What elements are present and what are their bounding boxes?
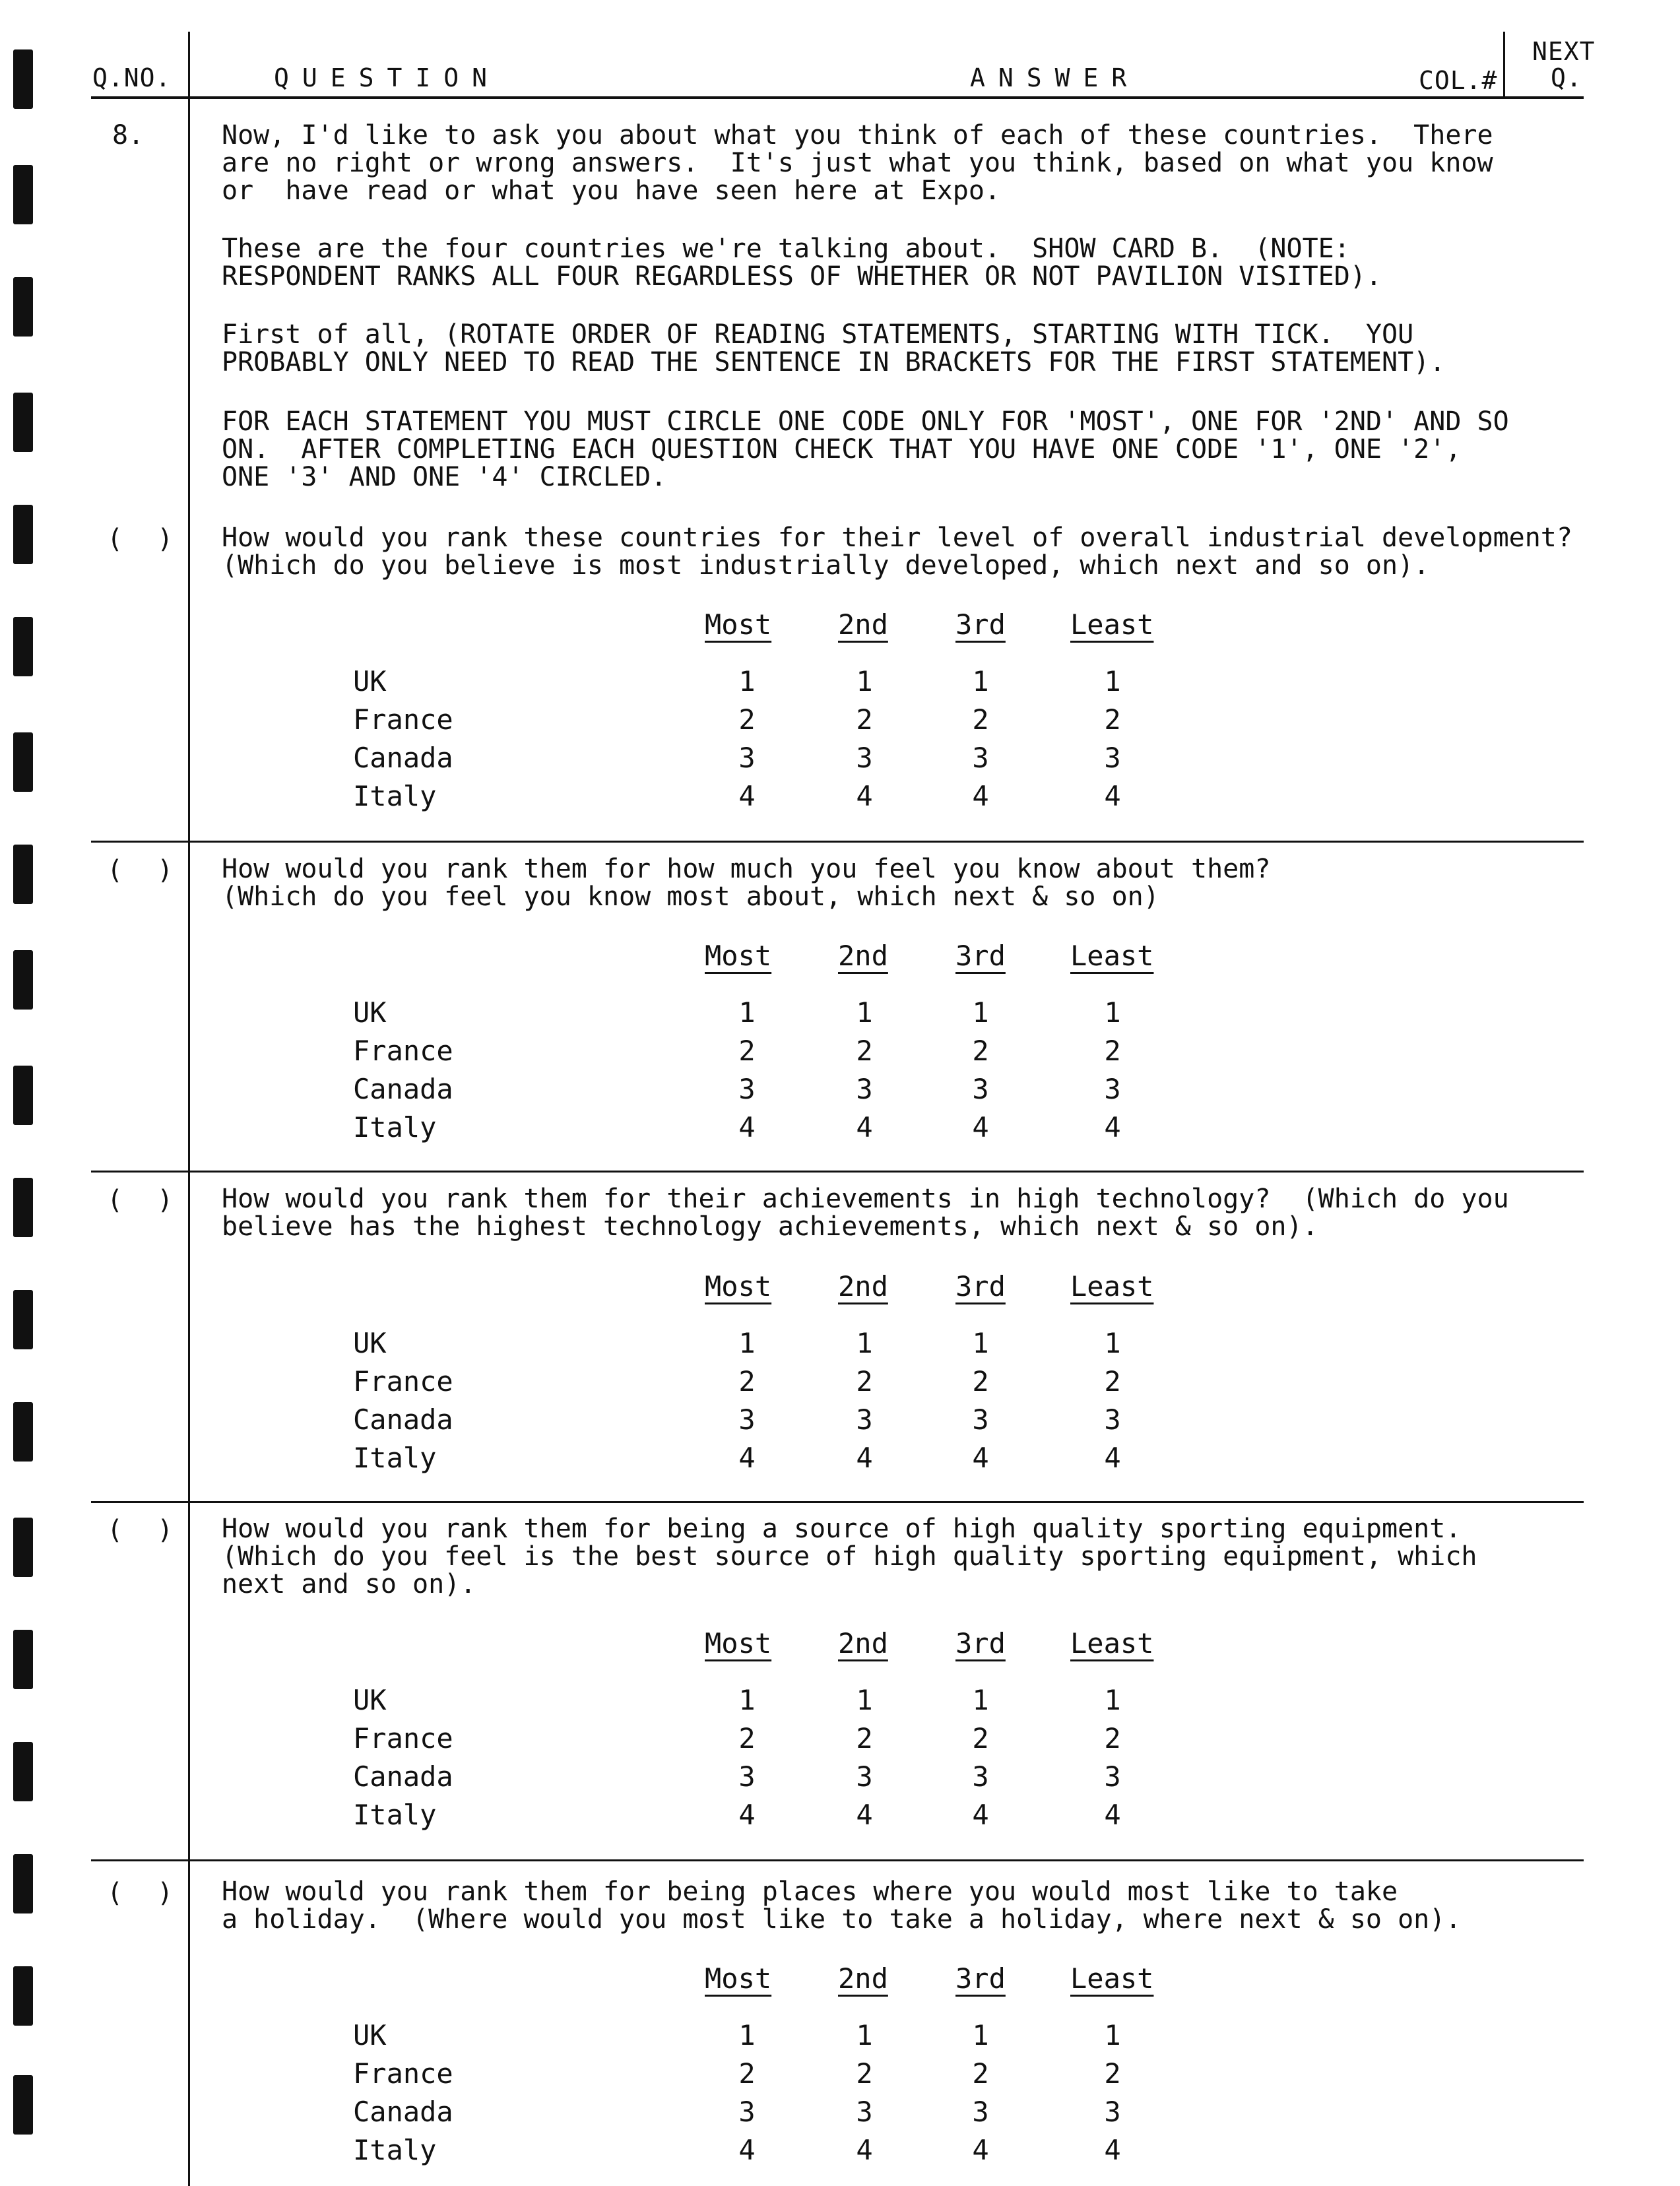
- section-divider: [91, 1171, 1584, 1173]
- answer-code[interactable]: 1: [738, 1327, 756, 1359]
- answer-code[interactable]: 2: [856, 1035, 873, 1067]
- rank-header-most: Most: [705, 940, 772, 972]
- country-label: France: [353, 703, 453, 736]
- answer-code[interactable]: 2: [856, 1365, 873, 1398]
- country-label: Canada: [353, 742, 453, 774]
- statement-text: How would you rank them for being places where you would most like to take a holiday. (Where would you most like to take a holiday, where next & so on).: [222, 1877, 1462, 1935]
- country-label: UK: [353, 1327, 387, 1359]
- answer-code[interactable]: 2: [972, 1035, 989, 1067]
- answer-code[interactable]: 2: [972, 1365, 989, 1398]
- answer-code[interactable]: 1: [738, 1684, 756, 1716]
- answer-code[interactable]: 3: [1104, 1760, 1121, 1793]
- answer-code[interactable]: 1: [1104, 665, 1121, 697]
- binding-mark: [13, 1066, 33, 1125]
- answer-code[interactable]: 2: [1104, 703, 1121, 736]
- country-label: Italy: [353, 1799, 437, 1831]
- answer-code[interactable]: 1: [738, 2019, 756, 2051]
- binding-mark: [13, 393, 33, 452]
- coding-instruction: FOR EACH STATEMENT YOU MUST CIRCLE ONE CODE ONLY FOR 'MOST', ONE FOR '2ND' AND SO ON. AFTER COMPLETING EACH QUESTION CHECK THAT YOU HAVE ONE CODE '1', ONE '2', ONE '3' AND ONE '4' CIRCLED.: [222, 406, 1509, 492]
- binding-mark: [13, 1518, 33, 1577]
- rank-header-most: Most: [705, 1962, 772, 1995]
- binding-mark: [13, 617, 33, 676]
- answer-code[interactable]: 3: [972, 1760, 989, 1793]
- qno-column-divider: [188, 32, 190, 2186]
- answer-code[interactable]: 2: [1104, 1035, 1121, 1067]
- country-label: UK: [353, 2019, 387, 2051]
- answer-code[interactable]: 3: [972, 2096, 989, 2128]
- statement-text: How would you rank them for being a source of high quality sporting equipment. (Which do you feel is the best source of high quality sporting equipment, which next and so on).: [222, 1514, 1477, 1599]
- rank-header-least: Least: [1070, 608, 1154, 641]
- answer-code[interactable]: 1: [856, 1684, 873, 1716]
- answer-code[interactable]: 4: [972, 1799, 989, 1831]
- column-header-answer: ANSWER: [970, 63, 1140, 92]
- answer-code[interactable]: 1: [856, 665, 873, 697]
- binding-mark: [13, 1402, 33, 1462]
- rank-header-most: Most: [705, 608, 772, 641]
- answer-code[interactable]: 1: [856, 996, 873, 1029]
- answer-code[interactable]: 4: [972, 2134, 989, 2166]
- answer-code[interactable]: 1: [972, 1684, 989, 1716]
- answer-code[interactable]: 2: [738, 703, 756, 736]
- header-rule: [91, 96, 1584, 99]
- rank-header-least: Least: [1070, 940, 1154, 972]
- rank-header-3rd: 3rd: [955, 1270, 1006, 1302]
- answer-code[interactable]: 3: [856, 2096, 873, 2128]
- country-label: Italy: [353, 1442, 437, 1474]
- rank-header-2nd: 2nd: [838, 1270, 888, 1302]
- binding-mark: [13, 2075, 33, 2135]
- answer-code[interactable]: 4: [1104, 1799, 1121, 1831]
- rotation-instruction: First of all, (ROTATE ORDER OF READING STATEMENTS, STARTING WITH TICK. YOU PROBABLY ONLY NEED TO READ THE SENTENCE IN BRACKETS FOR THE FIRST STATEMENT).: [222, 319, 1446, 377]
- rank-header-2nd: 2nd: [838, 608, 888, 641]
- answer-code[interactable]: 1: [972, 2019, 989, 2051]
- answer-code[interactable]: 2: [738, 1365, 756, 1398]
- country-label: UK: [353, 996, 387, 1029]
- answer-code[interactable]: 4: [738, 2134, 756, 2166]
- answer-code[interactable]: 2: [856, 703, 873, 736]
- rank-header-3rd: 3rd: [955, 608, 1006, 641]
- rank-header-least: Least: [1070, 1270, 1154, 1302]
- answer-code[interactable]: 3: [972, 742, 989, 774]
- country-label: Canada: [353, 1760, 453, 1793]
- answer-code[interactable]: 1: [856, 2019, 873, 2051]
- answer-code[interactable]: 3: [856, 742, 873, 774]
- answer-code[interactable]: 1: [1104, 1327, 1121, 1359]
- rank-header-least: Least: [1070, 1962, 1154, 1995]
- country-label: UK: [353, 1684, 387, 1716]
- answer-code[interactable]: 1: [738, 665, 756, 697]
- binding-mark: [13, 1742, 33, 1801]
- answer-code[interactable]: 1: [972, 996, 989, 1029]
- column-header-next-q: Q.: [1551, 63, 1582, 92]
- answer-code[interactable]: 1: [1104, 996, 1121, 1029]
- answer-code[interactable]: 3: [972, 1073, 989, 1105]
- column-header-question: QUESTION: [274, 63, 501, 92]
- rank-header-least: Least: [1070, 1627, 1154, 1659]
- section-divider: [91, 1501, 1584, 1503]
- answer-code[interactable]: 2: [738, 2057, 756, 2090]
- binding-mark: [13, 165, 33, 224]
- answer-code[interactable]: 4: [1104, 2134, 1121, 2166]
- country-label: Canada: [353, 1403, 453, 1436]
- card-instruction: These are the four countries we're talking about. SHOW CARD B. (NOTE: RESPONDENT RANKS ALL FOUR REGARDLESS OF WHETHER OR NOT PAVILION VISITED).: [222, 234, 1382, 292]
- next-column-divider: [1503, 32, 1505, 96]
- binding-mark: [13, 277, 33, 337]
- binding-mark: [13, 1178, 33, 1237]
- answer-code[interactable]: 1: [1104, 1684, 1121, 1716]
- column-header-col: COL.#: [1419, 66, 1498, 95]
- answer-code[interactable]: 3: [856, 1760, 873, 1793]
- answer-code[interactable]: 3: [856, 1073, 873, 1105]
- statement-text: How would you rank these countries for their level of overall industrial development? (Which do you believe is most industrially developed, which next and so on).: [222, 523, 1572, 581]
- statement-text: How would you rank them for their achievements in high technology? (Which do you believe has the highest technology achievements, which next & so on).: [222, 1184, 1509, 1242]
- answer-code[interactable]: 3: [738, 742, 756, 774]
- rank-header-2nd: 2nd: [838, 1962, 888, 1995]
- answer-code[interactable]: 1: [856, 1327, 873, 1359]
- answer-code[interactable]: 1: [972, 1327, 989, 1359]
- answer-code[interactable]: 3: [1104, 742, 1121, 774]
- country-label: France: [353, 1035, 453, 1067]
- answer-code[interactable]: 2: [972, 2057, 989, 2090]
- answer-code[interactable]: 4: [738, 1799, 756, 1831]
- answer-code[interactable]: 4: [972, 1111, 989, 1143]
- tick-box[interactable]: ( ): [107, 524, 174, 554]
- answer-code[interactable]: 4: [1104, 780, 1121, 812]
- binding-mark: [13, 1290, 33, 1349]
- answer-code[interactable]: 2: [972, 703, 989, 736]
- binding-mark: [13, 49, 33, 109]
- answer-code[interactable]: 2: [738, 1722, 756, 1754]
- answer-code[interactable]: 4: [972, 780, 989, 812]
- answer-code[interactable]: 4: [856, 1111, 873, 1143]
- country-label: France: [353, 1365, 453, 1398]
- column-header-qno: Q.NO.: [92, 63, 172, 92]
- answer-code[interactable]: 4: [972, 1442, 989, 1474]
- answer-code[interactable]: 4: [856, 1799, 873, 1831]
- tick-box[interactable]: ( ): [107, 1185, 174, 1215]
- statement-text: How would you rank them for how much you feel you know about them? (Which do you feel you know most about, which next & so on): [222, 854, 1271, 912]
- answer-code[interactable]: 1: [1104, 2019, 1121, 2051]
- answer-code[interactable]: 4: [1104, 1111, 1121, 1143]
- rank-header-3rd: 3rd: [955, 1627, 1006, 1659]
- answer-code[interactable]: 1: [972, 665, 989, 697]
- question-number: 8.: [112, 120, 145, 150]
- country-label: France: [353, 2057, 453, 2090]
- binding-mark: [13, 732, 33, 792]
- answer-code[interactable]: 3: [738, 1403, 756, 1436]
- answer-code[interactable]: 4: [856, 2134, 873, 2166]
- rank-header-3rd: 3rd: [955, 940, 1006, 972]
- answer-code[interactable]: 3: [738, 1073, 756, 1105]
- section-divider: [91, 1859, 1584, 1861]
- country-label: Canada: [353, 1073, 453, 1105]
- binding-mark: [13, 845, 33, 904]
- answer-code[interactable]: 3: [1104, 1403, 1121, 1436]
- column-header-next: NEXT: [1532, 37, 1596, 66]
- answer-code[interactable]: 4: [856, 1442, 873, 1474]
- country-label: France: [353, 1722, 453, 1754]
- answer-code[interactable]: 4: [738, 1442, 756, 1474]
- rank-header-3rd: 3rd: [955, 1962, 1006, 1995]
- rank-header-most: Most: [705, 1270, 772, 1302]
- country-label: UK: [353, 665, 387, 697]
- answer-code[interactable]: 2: [1104, 2057, 1121, 2090]
- answer-code[interactable]: 4: [738, 1111, 756, 1143]
- answer-code[interactable]: 3: [856, 1403, 873, 1436]
- country-label: Italy: [353, 1111, 437, 1143]
- answer-code[interactable]: 2: [856, 1722, 873, 1754]
- intro-paragraph: Now, I'd like to ask you about what you think of each of these countries. There are no right or wrong answers. It's just what you think, based on what you know or have read or what you have seen here at Expo.: [222, 120, 1493, 206]
- answer-code[interactable]: 2: [1104, 1722, 1121, 1754]
- country-label: Italy: [353, 780, 437, 812]
- answer-code[interactable]: 4: [1104, 1442, 1121, 1474]
- tick-box[interactable]: ( ): [107, 855, 174, 885]
- answer-code[interactable]: 2: [738, 1035, 756, 1067]
- tick-box[interactable]: ( ): [107, 1515, 174, 1545]
- answer-code[interactable]: 2: [1104, 1365, 1121, 1398]
- answer-code[interactable]: 3: [1104, 2096, 1121, 2128]
- answer-code[interactable]: 3: [738, 1760, 756, 1793]
- answer-code[interactable]: 4: [856, 780, 873, 812]
- answer-code[interactable]: 1: [738, 996, 756, 1029]
- tick-box[interactable]: ( ): [107, 1878, 174, 1908]
- binding-mark: [13, 505, 33, 564]
- binding-mark: [13, 950, 33, 1010]
- rank-header-2nd: 2nd: [838, 1627, 888, 1659]
- answer-code[interactable]: 3: [738, 2096, 756, 2128]
- answer-code[interactable]: 3: [1104, 1073, 1121, 1105]
- rank-header-most: Most: [705, 1627, 772, 1659]
- country-label: Italy: [353, 2134, 437, 2166]
- section-divider: [91, 841, 1584, 843]
- rank-header-2nd: 2nd: [838, 940, 888, 972]
- answer-code[interactable]: 4: [738, 780, 756, 812]
- binding-mark: [13, 1966, 33, 2026]
- binding-mark: [13, 1854, 33, 1913]
- answer-code[interactable]: 3: [972, 1403, 989, 1436]
- answer-code[interactable]: 2: [856, 2057, 873, 2090]
- country-label: Canada: [353, 2096, 453, 2128]
- binding-mark: [13, 1630, 33, 1689]
- answer-code[interactable]: 2: [972, 1722, 989, 1754]
